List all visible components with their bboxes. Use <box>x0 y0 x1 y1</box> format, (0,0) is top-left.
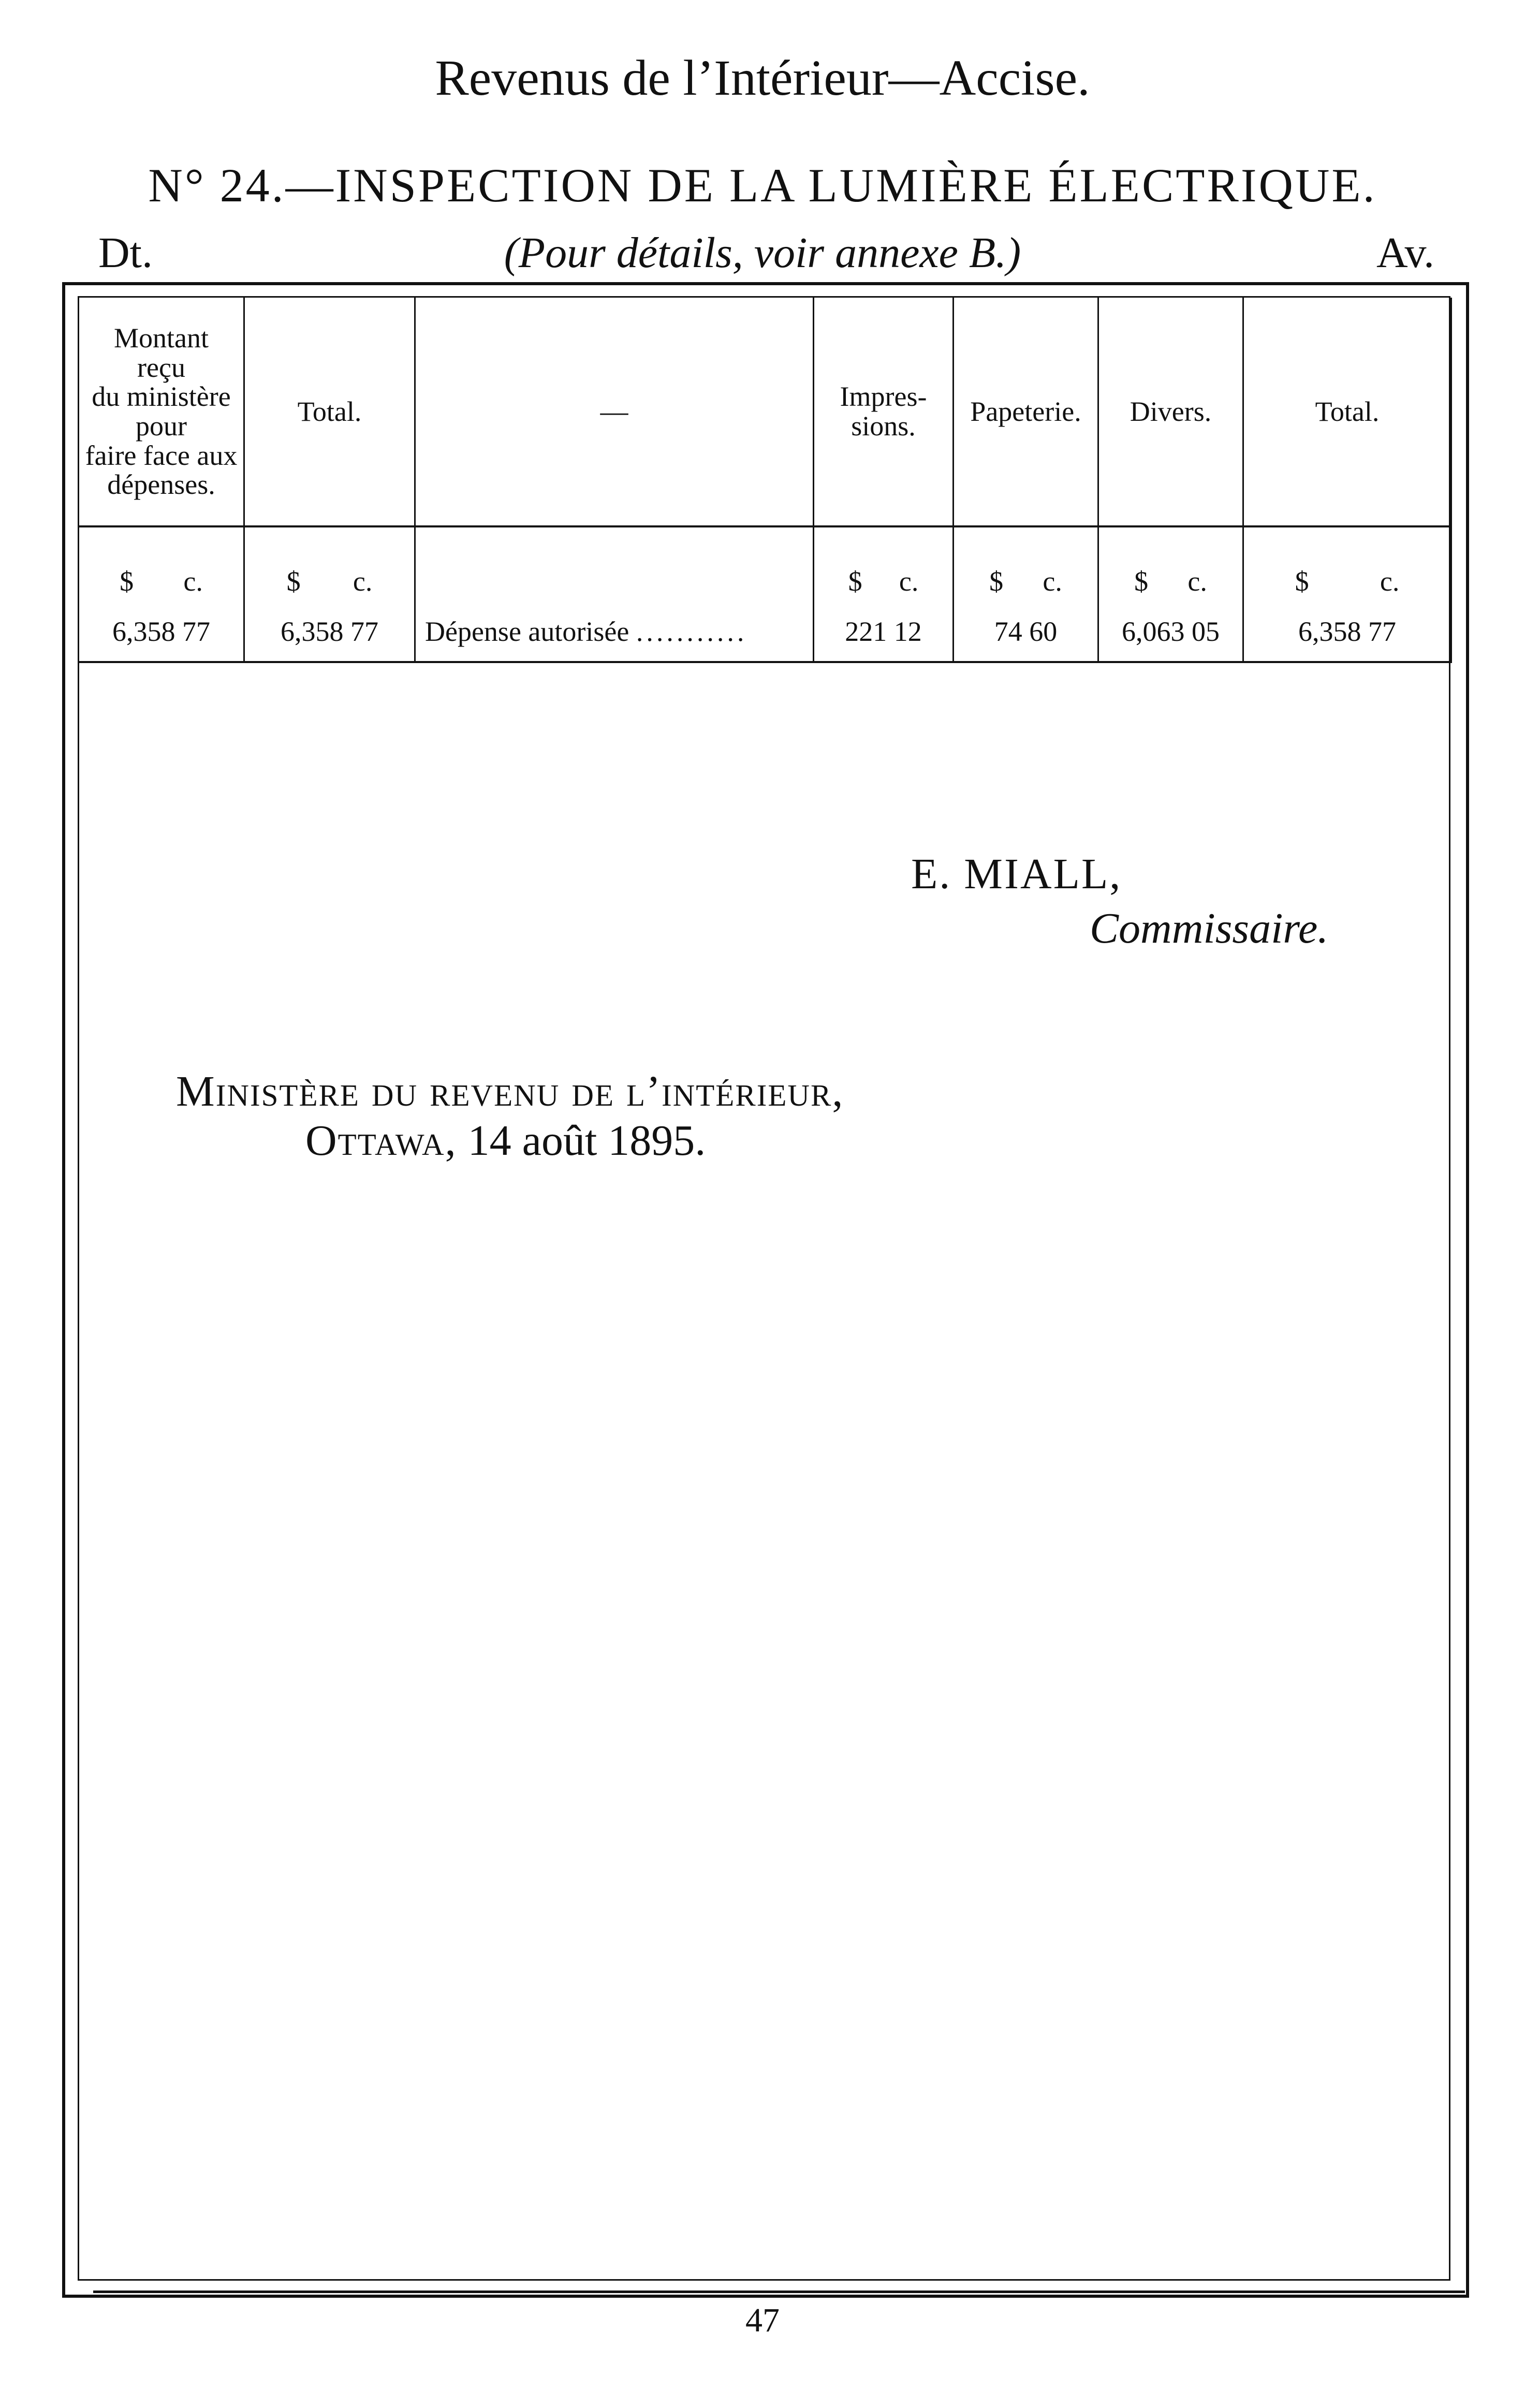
cell-montant: 6,358 77 <box>79 601 244 662</box>
header-papeterie: Papeterie. <box>954 298 1098 526</box>
units-cell <box>1098 526 1243 601</box>
date-text: 14 août 1895. <box>467 1117 706 1165</box>
place-name: Ottawa, <box>305 1117 457 1165</box>
units-row <box>79 526 1451 601</box>
signature-title: Commissaire. <box>1090 904 1329 952</box>
header-impressions-line: Impres- <box>840 381 927 413</box>
cell-description <box>415 601 814 662</box>
account-table <box>78 298 1452 663</box>
bottom-rule <box>93 2290 1465 2293</box>
description-text: Dépense autorisée <box>425 615 629 647</box>
cell-impressions: 221 12 <box>814 601 954 662</box>
cell-total-right: 6,358 77 <box>1243 601 1451 662</box>
units-cell <box>1243 526 1451 601</box>
units-cell <box>814 526 954 601</box>
cell-papeterie: 74 60 <box>954 601 1098 662</box>
cents-unit: c. <box>1043 566 1062 597</box>
header-montant <box>79 298 244 526</box>
header-impressions-line: sions. <box>851 410 916 442</box>
dollar-unit: $ <box>286 566 301 597</box>
details-note: (Pour détails, voir annexe B.) <box>504 229 1021 277</box>
header-row <box>79 298 1451 526</box>
header-montant-line: reçu <box>137 351 185 383</box>
header-total-left: Total. <box>244 298 415 526</box>
header-montant-line: du ministère <box>92 381 231 413</box>
cents-unit: c. <box>1187 566 1207 597</box>
cell-total-left: 6,358 77 <box>244 601 415 662</box>
dollar-unit: $ <box>848 566 862 597</box>
units-cell-empty <box>415 526 814 601</box>
page-number: 47 <box>745 2301 780 2339</box>
date-line <box>305 1115 706 1166</box>
signature-name: E. MIALL, <box>911 850 1122 898</box>
units-cell <box>79 526 244 601</box>
header-montant-line: Montant <box>114 322 209 354</box>
running-head: Revenus de l’Intérieur—Accise. <box>435 50 1090 106</box>
cents-unit: c. <box>353 566 373 597</box>
dollar-unit: $ <box>1295 566 1309 597</box>
cents-unit: c. <box>899 566 919 597</box>
cents-unit: c. <box>1380 566 1400 597</box>
header-montant-line: dépenses. <box>107 469 215 501</box>
credit-label: Av. <box>1376 229 1434 277</box>
header-montant-line: faire face aux <box>85 439 238 471</box>
units-cell <box>954 526 1098 601</box>
dollar-unit: $ <box>120 566 134 597</box>
section-title: N° 24.—INSPECTION DE LA LUMIÈRE ÉLECTRIQUE. <box>148 159 1377 212</box>
header-description: — <box>415 298 814 526</box>
header-total-right: Total. <box>1243 298 1451 526</box>
dot-leader: ........... <box>636 615 747 647</box>
cell-divers: 6,063 05 <box>1098 601 1243 662</box>
table-row <box>79 601 1451 662</box>
office-line: Ministère du revenu de l’intérieur, <box>176 1067 844 1115</box>
dollar-unit: $ <box>989 566 1004 597</box>
header-montant-line: pour <box>136 410 187 442</box>
header-impressions <box>814 298 954 526</box>
header-divers: Divers. <box>1098 298 1243 526</box>
debit-label: Dt. <box>98 229 153 277</box>
dollar-unit: $ <box>1134 566 1149 597</box>
units-cell <box>244 526 415 601</box>
cents-unit: c. <box>183 566 203 597</box>
